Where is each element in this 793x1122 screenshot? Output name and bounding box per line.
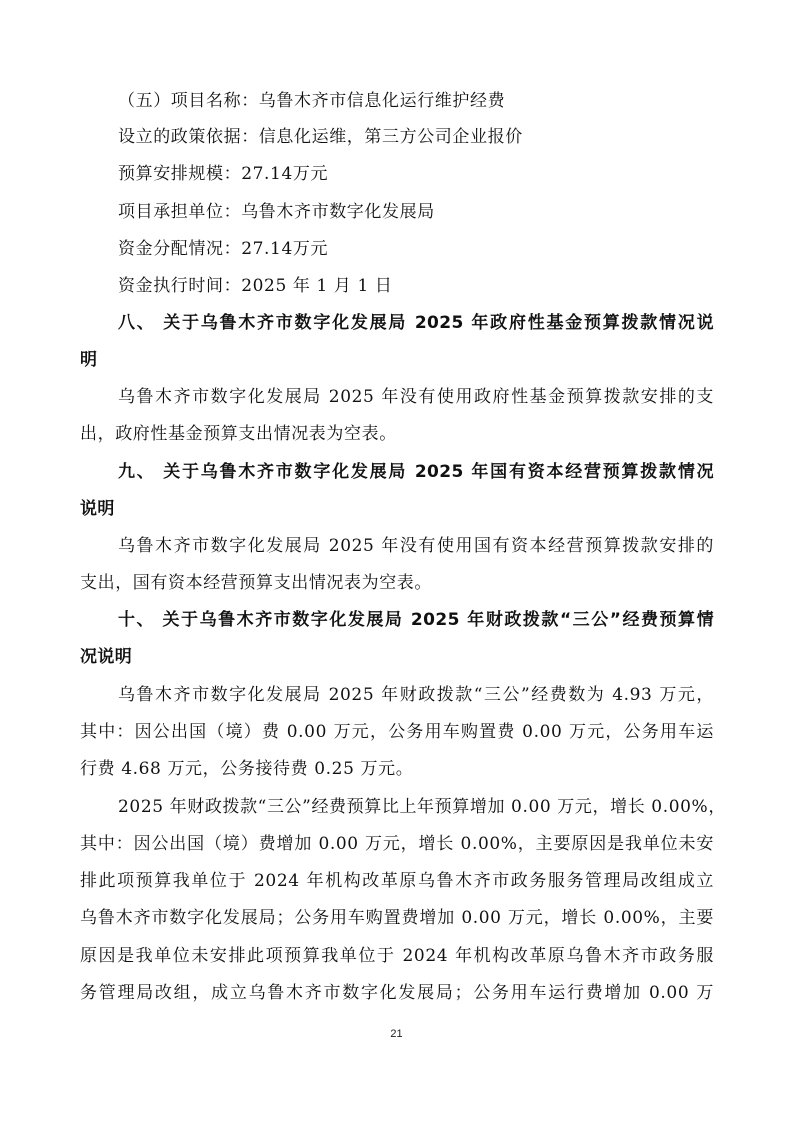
section-8-body-cont: 出，政府性基金预算支出情况表为空表。 xyxy=(80,424,397,444)
section-8-heading: 八、 关于乌鲁木齐市数字化发展局 2025 年政府性基金预算拨款情况说 xyxy=(118,313,714,333)
section-10-heading: 十、 关于乌鲁木齐市数字化发展局 2025 年财政拨款“三公”经费预算情 xyxy=(118,610,714,630)
section-9-body: 乌鲁木齐市数字化发展局 2025 年没有使用国有资本经营预算拨款安排的 xyxy=(118,536,714,556)
section-10-para1-line2: 其中：因公出国（境）费 0.00 万元，公务用车购置费 0.00 万元，公务用车运 xyxy=(80,722,714,742)
section-9-heading-cont: 说明 xyxy=(80,499,115,519)
section-9-heading: 九、 关于乌鲁木齐市数字化发展局 2025 年国有资本经营预算拨款情况 xyxy=(118,462,714,482)
section-10-para2-line4: 乌鲁木齐市数字化发展局；公务用车购置费增加 0.00 万元，增长 0.00%，主要 xyxy=(80,908,714,928)
page-number: 21 xyxy=(390,1028,403,1040)
section-10-para2-line6: 务管理局改组，成立乌鲁木齐市数字化发展局；公务用车运行费增加 0.00 万 xyxy=(80,983,714,1003)
execution-time: 资金执行时间：2025 年 1 月 1 日 xyxy=(118,276,393,296)
section-9-body-cont: 支出，国有资本经营预算支出情况表为空表。 xyxy=(80,573,432,593)
section-10-para1-line3: 行费 4.68 万元，公务接待费 0.25 万元。 xyxy=(80,759,414,779)
section-8-body: 乌鲁木齐市数字化发展局 2025 年没有使用政府性基金预算拨款安排的支 xyxy=(118,387,714,407)
project-title: （五）项目名称：乌鲁木齐市信息化运行维护经费 xyxy=(118,91,506,111)
section-10-heading-cont: 况说明 xyxy=(80,647,133,667)
section-10-para1-line1: 乌鲁木齐市数字化发展局 2025 年财政拨款“三公”经费数为 4.93 万元， xyxy=(118,685,714,705)
section-10-para2-line3: 排此项预算我单位于 2024 年机构改革原乌鲁木齐市政务服务管理局改组成立 xyxy=(80,871,714,891)
section-10-para2-line5: 原因是我单位未安排此项预算我单位于 2024 年机构改革原乌鲁木齐市政务服 xyxy=(80,946,714,966)
budget-scale: 预算安排规模：27.14万元 xyxy=(118,164,329,184)
policy-basis: 设立的政策依据：信息化运维，第三方公司企业报价 xyxy=(118,127,523,147)
section-10-para2-line2: 其中：因公出国（境）费增加 0.00 万元，增长 0.00%，主要原因是我单位未安 xyxy=(80,834,714,854)
section-8-heading-cont: 明 xyxy=(80,350,98,370)
section-10-para2-line1: 2025 年财政拨款“三公”经费预算比上年预算增加 0.00 万元，增长 0.00%， xyxy=(118,797,726,817)
fund-allocation: 资金分配情况：27.14万元 xyxy=(118,239,329,259)
responsible-unit: 项目承担单位：乌鲁木齐市数字化发展局 xyxy=(118,202,435,222)
